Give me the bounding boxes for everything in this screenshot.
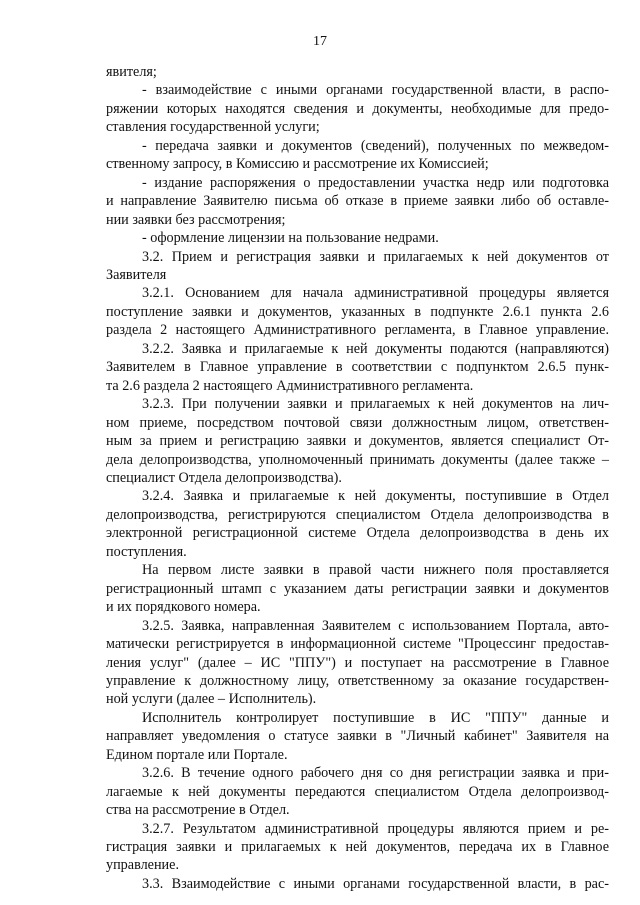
- text-line: 3.2.1. Основанием для начала административной процедуры является: [142, 285, 609, 302]
- text-line: регистрационный штамп с указанием даты регистрации заявки и документов: [106, 580, 609, 597]
- text-line: 3.2.2. Заявка и прилагаемые к ней документы подаются (направляются): [142, 340, 609, 357]
- text-line: - оформление лицензии на пользование недрами.: [142, 230, 439, 247]
- text-line: 3.2. Прием и регистрация заявки и прилагаемых к ней документов от: [142, 248, 609, 265]
- text-line: Заявителем в Главное управление в соответствии с подпунктом 2.6.5 пунк-: [106, 359, 609, 376]
- text-line: ном приеме, посредством почтовой связи должностным лицом, ответствен-: [106, 414, 609, 431]
- text-line: дела делопроизводства, уполномоченный принимать документы (далее также –: [106, 451, 609, 468]
- text-line: поступление заявки и документов, указанных в подпункте 2.6.1 пункта 2.6: [106, 303, 609, 320]
- text-line: нии заявки без рассмотрения;: [106, 211, 286, 228]
- text-line: Исполнитель контролирует поступившие в ИС "ППУ" данные и: [142, 709, 609, 726]
- text-line: ства на рассмотрение в Отдел.: [106, 802, 290, 819]
- text-line: ставления государственной услуги;: [106, 119, 320, 136]
- text-line: матически регистрируется в информационной системе "Процессинг предостав-: [106, 636, 609, 653]
- document-body: [106, 63, 609, 893]
- text-line: ственному запросу, в Комиссию и рассмотрение их Комиссией;: [106, 156, 489, 173]
- text-line: 3.2.7. Результатом административной процедуры являются прием и ре-: [142, 820, 609, 837]
- text-line: Едином портале или Портале.: [106, 746, 288, 763]
- text-line: поступления.: [106, 543, 187, 560]
- text-line: и направление Заявителю письма об отказе в приеме заявки либо об оставле-: [106, 193, 609, 210]
- text-line: электронной регистрационной системе Отдела делопроизводства в день их: [106, 525, 609, 542]
- text-line: - взаимодействие с иными органами государственной власти, в распо-: [142, 82, 609, 99]
- text-line: - передача заявки и документов (сведений), полученных по межведом-: [142, 137, 609, 154]
- text-line: гистрация заявки и прилагаемых к ней документов, передача их в Главное: [106, 839, 609, 856]
- text-line: 3.2.3. При получении заявки и прилагаемых к ней документов на лич-: [142, 396, 609, 413]
- page-number: 17: [313, 34, 327, 49]
- text-line: 3.2.5. Заявка, направленная Заявителем с использованием Портала, авто-: [142, 617, 609, 634]
- text-line: ной услуги (далее – Исполнитель).: [106, 691, 317, 708]
- text-line: 3.3. Взаимодействие с иными органами государственной власти, в рас-: [142, 875, 609, 892]
- text-line: ным за прием и регистрацию заявки и документов, является специалист От-: [106, 433, 609, 450]
- text-line: - издание распоряжения о предоставлении участка недр или подготовка: [142, 174, 609, 191]
- text-line: делопроизводства, регистрируются специалистом Отдела делопроизводства в: [106, 506, 609, 523]
- text-line: 3.2.4. Заявка и прилагаемые к ней документы, поступившие в Отдел: [142, 488, 609, 505]
- text-line: направляет уведомления о статусе заявки в "Личный кабинет" Заявителя на: [106, 728, 609, 745]
- text-line: Заявителя: [106, 266, 167, 283]
- text-line: та 2.6 раздела 2 настоящего Административного регламента.: [106, 377, 474, 394]
- text-line: ления услуг" (далее – ИС "ППУ") и поступает на рассмотрение в Главное: [106, 654, 609, 671]
- text-line: управление к должностному лицу, ответственному за оказание государствен-: [106, 672, 609, 689]
- text-line: и их порядкового номера.: [106, 599, 261, 616]
- text-line: ряжении которых находятся сведения и документы, необходимые для предо-: [106, 100, 609, 117]
- text-line: лагаемые к ней документы передаются специалистом Отдела делопроизвод-: [106, 783, 609, 800]
- text-line: На первом листе заявки в правой части нижнего поля проставляется: [142, 562, 609, 579]
- text-line: управление.: [106, 857, 179, 874]
- text-line: специалист Отдела делопроизводства).: [106, 469, 342, 486]
- text-line: раздела 2 настоящего Административного регламента, в Главное управление.: [106, 322, 609, 339]
- text-line: явителя;: [106, 64, 157, 80]
- text-line: 3.2.6. В течение одного рабочего дня со дня регистрации заявка и при-: [142, 765, 609, 782]
